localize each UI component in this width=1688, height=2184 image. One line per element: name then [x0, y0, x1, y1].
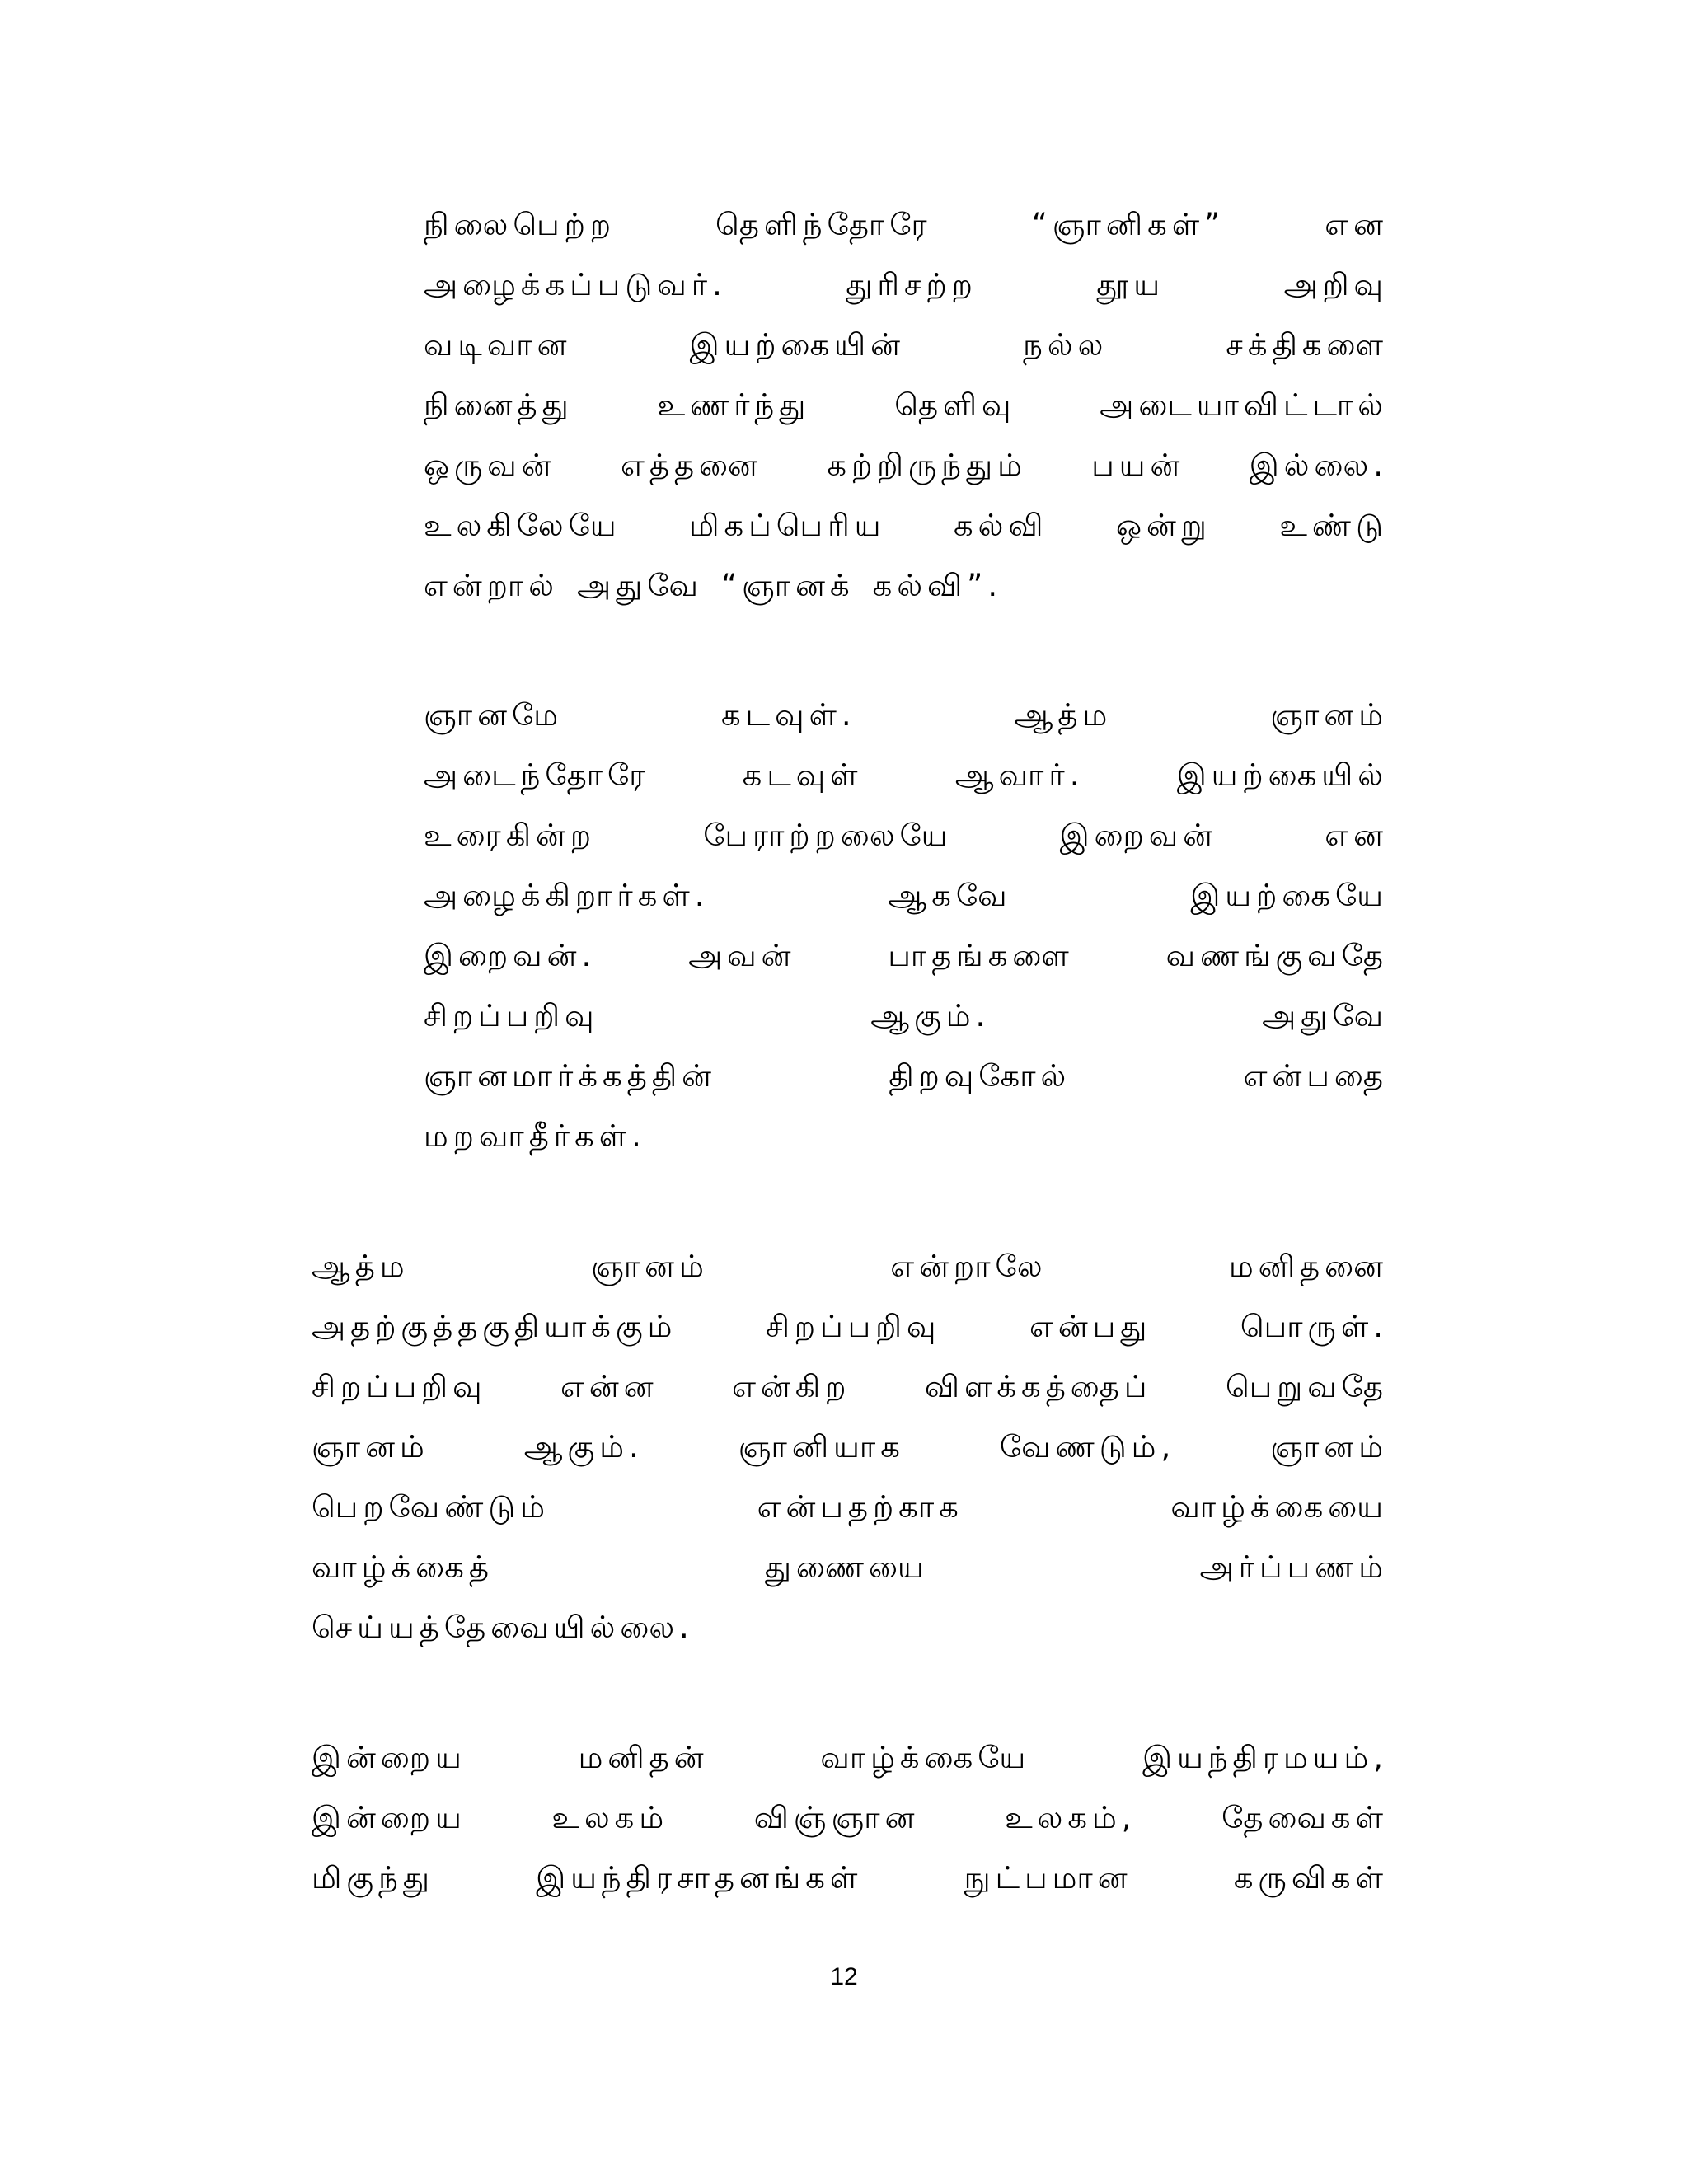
word: எத்தனை [620, 448, 762, 483]
word: சிறப்பறிவு [312, 1369, 487, 1404]
word: ஞானம் [591, 1249, 709, 1284]
word: கல்வி [953, 508, 1048, 543]
word: என்பதை [1243, 1058, 1388, 1094]
word: ஆத்ம [1014, 697, 1113, 733]
word: மனிதனை [1228, 1249, 1388, 1284]
word: என்ன [560, 1369, 659, 1404]
text-line [312, 1727, 1388, 1788]
word: தேவைகள் [1221, 1800, 1388, 1835]
word: வடிவான [424, 327, 572, 363]
word: வாழ்க்கைத் [312, 1549, 494, 1585]
text-line [312, 1236, 1388, 1296]
text-line [312, 1296, 1388, 1357]
text-line [312, 1848, 1388, 1908]
word: வேணடும், [999, 1429, 1176, 1465]
text-line [312, 1597, 1388, 1657]
word: தெளிவு [894, 387, 1016, 423]
word: உணர்ந்து [657, 387, 811, 423]
word: இல்லை. [1249, 448, 1388, 483]
word: அழைக்கிறார்கள். [424, 878, 710, 913]
word: அடையாவிட்டால் [1100, 387, 1388, 423]
text-line [424, 986, 1388, 1046]
word: நுட்பமான [964, 1860, 1132, 1896]
text-line [424, 194, 1388, 255]
word: ஞானமே [424, 697, 563, 733]
text-line [424, 1106, 1388, 1166]
word: அதற்குத்தகுதியாக்கும் [312, 1309, 678, 1344]
word: உலகம் [551, 1800, 669, 1835]
word: “ஞானக் [720, 568, 855, 603]
word: என்பதற்காக [757, 1489, 964, 1525]
word: இயந்திரசாதனங்கள் [536, 1860, 863, 1896]
word: ஆகவே [888, 878, 1012, 913]
word: சிறப்பறிவு [424, 998, 599, 1033]
word: விளக்கத்தைப் [924, 1369, 1152, 1404]
word: என [1325, 818, 1388, 853]
word: தூய [1096, 267, 1165, 302]
word: கடவுள் [742, 757, 863, 793]
paragraph-4 [312, 1727, 1388, 1908]
word: பயன் [1091, 448, 1185, 483]
word: கருவிகள் [1233, 1860, 1388, 1896]
word: ஒருவன் [424, 448, 556, 483]
word: மிகப்பெரிய [689, 508, 886, 543]
text-line [424, 926, 1388, 986]
word: பேராற்றலையே [703, 818, 953, 853]
word: பாதங்களை [888, 938, 1074, 973]
word: அவன் [688, 938, 796, 973]
word: மறவாதீர்கள். [424, 1118, 646, 1154]
text-line [312, 1537, 1388, 1597]
text-line [424, 255, 1388, 315]
paragraph-2 [424, 685, 1388, 1166]
word: சிறப்பறிவு [765, 1309, 941, 1344]
word: வணங்குவதே [1165, 938, 1388, 973]
word: என [1325, 207, 1388, 242]
paragraph-1 [424, 194, 1388, 616]
word: ஞானம் [1270, 1429, 1388, 1465]
word: கல்வி”. [872, 568, 1003, 603]
word: ஆகும். [523, 1429, 644, 1465]
word: இறைவன் [1059, 818, 1218, 853]
text-line [424, 685, 1388, 745]
word: அறிவு [1283, 267, 1388, 302]
word: நினைத்து [424, 387, 574, 423]
word: அடைந்தோரே [424, 757, 650, 793]
word: கடவுள். [720, 697, 856, 733]
paragraph-3 [312, 1236, 1388, 1657]
text-line [312, 1477, 1388, 1537]
word: கற்றிருந்தும் [827, 448, 1027, 483]
word: உரைகின்ற [424, 818, 597, 853]
word: பொருள். [1240, 1309, 1388, 1344]
word: என்கிற [732, 1369, 851, 1404]
word: இறைவன். [424, 938, 597, 973]
word: என்றாலே [890, 1249, 1048, 1284]
text-line [424, 745, 1388, 805]
word: ஆவார். [954, 757, 1085, 793]
word: விஞ்ஞான [753, 1800, 920, 1835]
word: ஆகும். [870, 998, 991, 1033]
text-line [312, 1357, 1388, 1417]
word: உலகிலேயே [424, 508, 621, 543]
word: இன்றைய [312, 1800, 467, 1835]
word: அதுவே [1262, 998, 1388, 1033]
word: ஒன்று [1115, 508, 1212, 543]
word: நிலைபெற்ற [424, 207, 617, 242]
word: மனிதன் [578, 1740, 709, 1775]
text-line [424, 375, 1388, 435]
text-line [424, 555, 1388, 616]
word: ஞானம் [312, 1429, 429, 1465]
text-line [424, 1046, 1388, 1106]
word: இயற்கையில் [1176, 757, 1388, 793]
text-line [424, 315, 1388, 375]
word: ஆத்ம [312, 1249, 410, 1284]
word: திறவுகோல் [889, 1058, 1071, 1094]
word: சக்திகளை [1226, 327, 1388, 363]
word: பெறுவதே [1225, 1369, 1388, 1404]
word: “ஞானிகள்” [1031, 207, 1226, 242]
word: அதுவே [576, 568, 703, 603]
word: மிகுந்து [312, 1860, 434, 1896]
page-number: 12 [830, 1963, 858, 1990]
word: என்றால் [424, 568, 559, 603]
word: இன்றைய [312, 1740, 467, 1775]
word: செய்யத்தேவையில்லை. [312, 1610, 694, 1645]
text-line [424, 805, 1388, 865]
word: என்பது [1029, 1309, 1152, 1344]
word: பெறவேண்டும் [312, 1489, 551, 1525]
word: வாழ்க்கையே [820, 1740, 1031, 1775]
word: இயற்கையின் [689, 327, 906, 363]
word: வாழ்க்கையை [1170, 1489, 1388, 1525]
text-line [312, 1417, 1388, 1477]
word: உண்டு [1279, 508, 1388, 543]
word: துணையை [764, 1549, 929, 1585]
word: அர்ப்பணம் [1199, 1549, 1388, 1585]
text-line [312, 1788, 1388, 1848]
text-line [424, 435, 1388, 495]
word: அழைக்கப்படுவர். [424, 267, 727, 302]
text-line [424, 865, 1388, 926]
word: நல்ல [1023, 327, 1109, 363]
word: ஞானியாக [738, 1429, 905, 1465]
word: ஞானமார்க்கத்தின் [424, 1058, 717, 1094]
word: உலகம், [1005, 1800, 1137, 1835]
word: தெளிந்தோரே [715, 207, 932, 242]
word: இயற்கையே [1190, 878, 1388, 913]
text-line [424, 495, 1388, 555]
word: துரிசற்ற [846, 267, 978, 302]
word: இயந்திரமயம், [1142, 1740, 1388, 1775]
word: ஞானம் [1270, 697, 1388, 733]
